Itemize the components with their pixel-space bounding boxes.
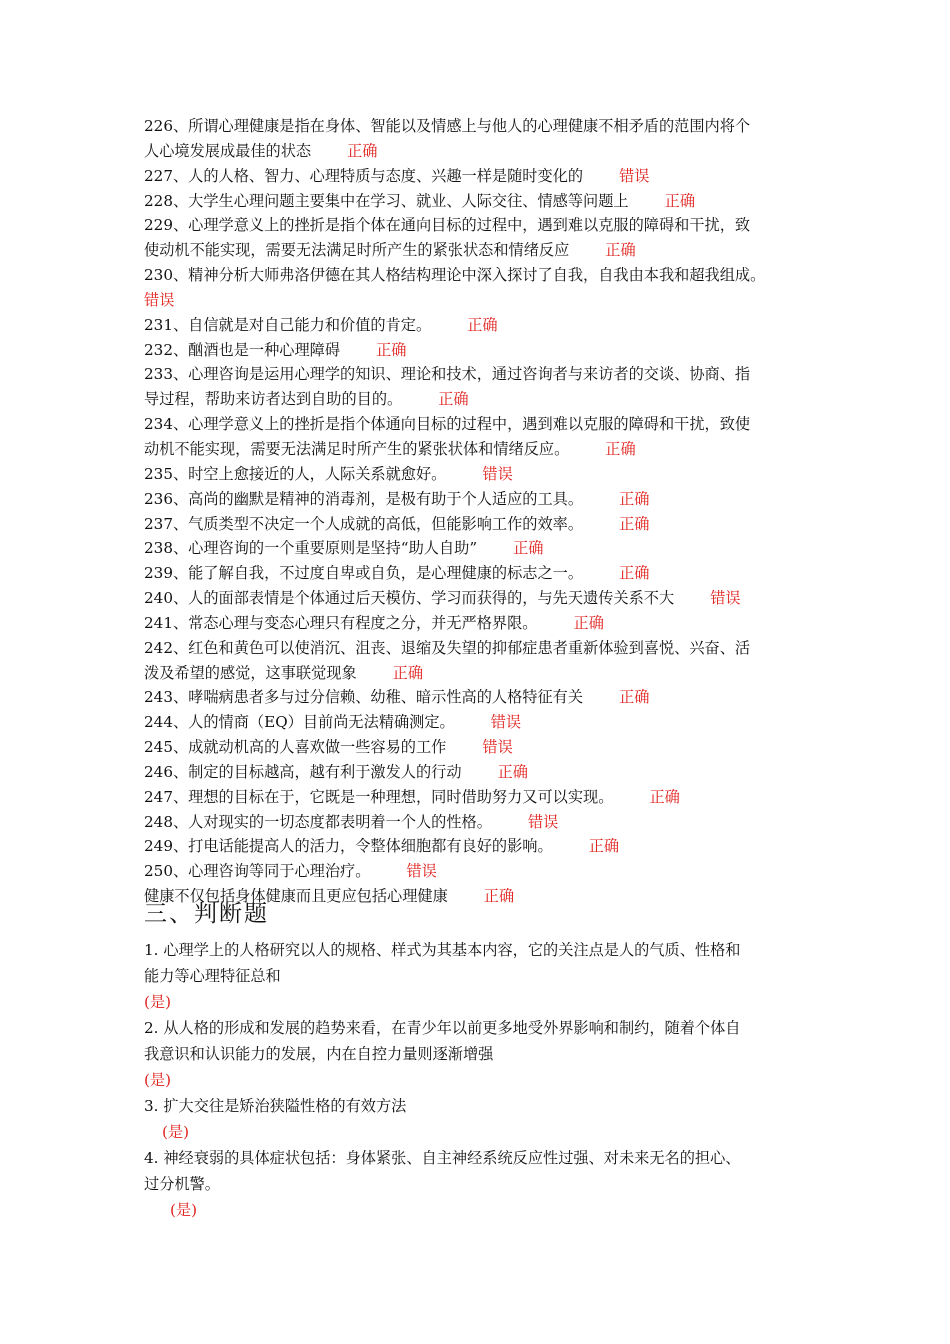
answer-label: 错误 [619, 166, 650, 185]
answer-label: 正确 [376, 340, 407, 359]
statement-line [144, 536, 812, 561]
answer-label: 正确 [483, 887, 515, 906]
document-body [144, 114, 812, 1223]
statement-line [144, 760, 812, 785]
statement-text: 231、自信就是对自己能力和价值的肯定。 [144, 315, 432, 334]
statement-text: 239、能了解自我，不过度自卑或自负，是心理健康的标志之一。 [144, 564, 584, 583]
statement-text: 243、哮喘病患者多与过分信赖、幼稚、暗示性高的人格特征有关 [144, 688, 584, 707]
answer-label: 错误 [527, 812, 559, 831]
answer-label: 正确 [619, 564, 650, 583]
judgment-question [144, 1015, 812, 1093]
statement-text: 226、所谓心理健康是指在身体、智能以及情感上与他人的心理健康不相矛盾的范围内将个 [144, 117, 751, 135]
answer-label: 正确 [605, 241, 636, 260]
statement-line [144, 213, 812, 238]
statement-line [144, 512, 812, 537]
answer-label: 正确 [649, 787, 680, 806]
question-text: 3. 扩大交往是矫治狭隘性格的有效方法 [144, 1097, 407, 1115]
answer-label: 错误 [406, 862, 437, 881]
statement-line [144, 263, 812, 288]
statement-line [144, 189, 812, 214]
statement-text: 245、成就动机高的人喜欢做一些容易的工作 [144, 738, 447, 757]
judgment-question [144, 937, 812, 1015]
answer-label: 正确 [347, 141, 378, 160]
statement-line [144, 139, 812, 164]
statement-text: 237、气质类型不决定一个人成就的高低，但能影响工作的效率。 [144, 514, 584, 533]
statement-line [144, 785, 812, 810]
answer-label: 错误 [482, 738, 513, 757]
statement-text: 248、人对现实的一切态度都表明着一个人的性格。 [144, 812, 492, 831]
answer-label: 错误 [144, 290, 175, 309]
question-answer: (是) [170, 1201, 198, 1219]
judgment-question [144, 1093, 812, 1145]
answer-label: 正确 [619, 489, 650, 508]
question-text: 能力等心理特征总和 [144, 967, 281, 985]
question-text: 2. 从人格的形成和发展的趋势来看，在青少年以前更多地受外界影响和制约，随着个体自 [144, 1019, 741, 1037]
statement-text: 242、红色和黄色可以使消沉、沮丧、退缩及失望的抑郁症患者重新体验到喜悦、兴奋、活 [144, 638, 751, 657]
answer-label: 正确 [497, 762, 528, 781]
statement-text: 241、常态心理与变态心理只有程度之分，并无严格界限。 [144, 613, 538, 632]
statement-text: 232、酗酒也是一种心理障碍 [144, 340, 341, 359]
statement-line [144, 288, 812, 313]
statement-text: 250、心理咨询等同于心理治疗。 [144, 862, 371, 881]
statement-text: 238、心理咨询的一个重要原则是坚持“助人自助” [144, 539, 478, 558]
statement-line [144, 661, 812, 686]
question-answer: (是) [144, 993, 172, 1011]
statement-text: 240、人的面部表情是个体通过后天模仿、学习而获得的，与先天遗传关系不大 [144, 589, 675, 608]
section-title: 三、判断题 [144, 901, 269, 927]
statement-text: 228、大学生心理问题主要集中在学习、就业、人际交往、情感等问题上 [144, 191, 629, 210]
statement-line [144, 810, 812, 835]
statement-line [144, 859, 812, 884]
statement-line [144, 164, 812, 189]
answer-label: 正确 [467, 315, 498, 334]
statement-line [144, 462, 812, 487]
statement-line [144, 735, 812, 760]
statement-line [144, 685, 812, 710]
statement-text: 236、高尚的幽默是精神的消毒剂，是极有助于个人适应的工具。 [144, 489, 584, 508]
statement-text: 导过程，帮助来访者达到自助的目的。 [144, 390, 403, 409]
statement-text: 227、人的人格、智力、心理特质与态度、兴趣一样是随时变化的 [144, 166, 584, 185]
answer-label: 错误 [710, 589, 741, 608]
answer-label: 正确 [664, 191, 695, 210]
answer-label: 正确 [619, 514, 650, 533]
statement-line [144, 636, 812, 661]
statement-text: 235、时空上愈接近的人，人际关系就愈好。 [144, 464, 447, 483]
answer-label: 正确 [392, 663, 423, 682]
statement-text: 246、制定的目标越高，越有利于激发人的行动 [144, 762, 462, 781]
statement-line [144, 834, 812, 859]
statement-text: 229、心理学意义上的挫折是指个体在通向目标的过程中，遇到难以克服的障碍和干扰，致 [144, 216, 751, 235]
question-text: 4. 神经衰弱的具体症状包括：身体紧张、自主神经系统反应性过强、对未来无名的担心、 [144, 1149, 741, 1167]
question-text: 我意识和认识能力的发展，内在自控力量则逐渐增强 [144, 1045, 494, 1063]
statement-line [144, 362, 812, 387]
statement-line [144, 487, 812, 512]
statement-text: 人心境发展成最佳的状态 [144, 141, 312, 160]
answer-label: 正确 [573, 613, 604, 632]
answer-label: 错误 [490, 713, 522, 732]
statement-line [144, 561, 812, 586]
statement-line [144, 437, 812, 462]
answer-label: 正确 [588, 837, 620, 856]
statement-text: 244、人的情商（EQ）目前尚无法精确测定。 [144, 713, 455, 732]
answer-label: 正确 [438, 390, 469, 409]
question-answer: (是) [162, 1123, 190, 1141]
true-false-items [144, 114, 812, 909]
answer-label: 错误 [482, 464, 513, 483]
question-text: 1. 心理学上的人格研究以人的规格、样式为其基本内容，它的关注点是人的气质、性格和 [144, 941, 741, 959]
judgment-questions [144, 937, 812, 1223]
statement-line [144, 114, 812, 139]
answer-label: 正确 [619, 688, 650, 707]
statement-text: 249、打电话能提高人的活力，令整体细胞都有良好的影响。 [144, 837, 553, 856]
statement-line [144, 611, 812, 636]
question-answer: (是) [144, 1071, 172, 1089]
judgment-question [144, 1145, 812, 1223]
answer-label: 正确 [605, 439, 636, 458]
statement-text: 动机不能实现，需要无法满足时所产生的紧张状体和情绪反应。 [144, 439, 570, 458]
statement-text: 使动机不能实现，需要无法满足时所产生的紧张状态和情绪反应 [144, 241, 570, 260]
question-text: 过分机警。 [144, 1175, 220, 1193]
statement-line [144, 238, 812, 263]
statement-line [144, 387, 812, 412]
statement-line [144, 313, 812, 338]
answer-label: 正确 [513, 539, 544, 558]
statement-text: 泼及希望的感觉，这事联觉现象 [144, 663, 357, 682]
statement-text: 230、精神分析大师弗洛伊德在其人格结构理论中深入探讨了自我，自我由本我和超我组成。 [144, 266, 766, 285]
statement-text: 233、心理咨询是运用心理学的知识、理论和技术，通过咨询者与来访者的交谈、协商、指 [144, 365, 751, 384]
statement-text: 247、理想的目标在于，它既是一种理想，同时借助努力又可以实现。 [144, 787, 614, 806]
statement-line [144, 710, 812, 735]
statement-text: 健康不仅包括身体健康而且更应包括心理健康 [144, 887, 448, 906]
statement-line [144, 586, 812, 611]
statement-line [144, 412, 812, 437]
statement-line [144, 338, 812, 363]
statement-text: 234、心理学意义上的挫折是指个体通向目标的过程中，遇到难以克服的障碍和干扰，致使 [144, 415, 751, 434]
